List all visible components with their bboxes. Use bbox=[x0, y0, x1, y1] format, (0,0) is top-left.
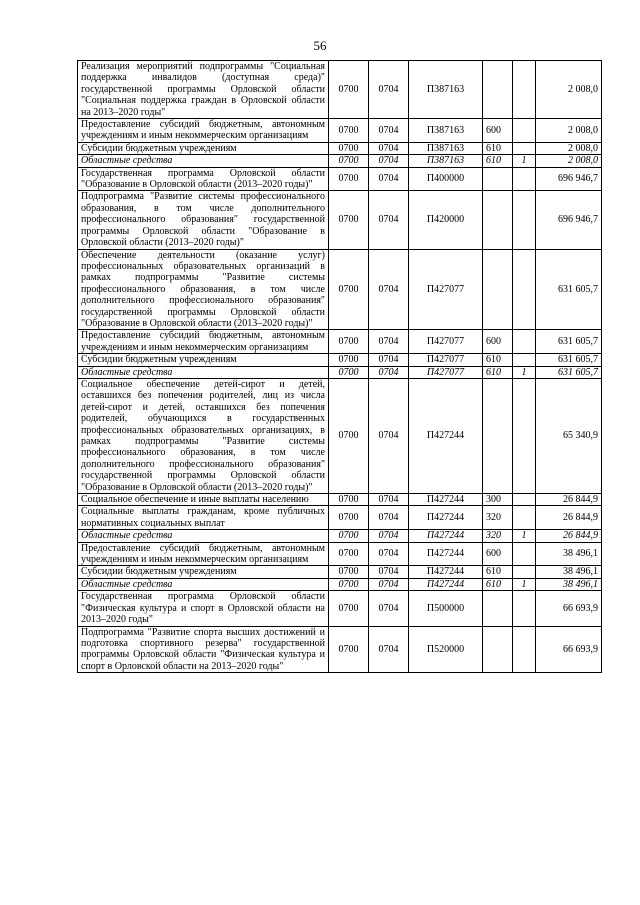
funding-source-cell bbox=[513, 167, 536, 191]
funding-source-cell: 1 bbox=[513, 530, 536, 542]
description-cell: Социальное обеспечение и иные выплаты населению bbox=[78, 494, 329, 506]
expense-type-cell bbox=[483, 378, 513, 493]
funding-source-cell: 1 bbox=[513, 155, 536, 167]
target-article-cell: П427077 bbox=[409, 249, 483, 330]
section-code-cell: 0700 bbox=[329, 142, 369, 154]
description-cell: Предоставление субсидий бюджетным, автономным учреждениям и иным некоммерческим организациям bbox=[78, 330, 329, 354]
amount-cell: 38 496,1 bbox=[536, 578, 602, 590]
table-row bbox=[78, 366, 602, 378]
funding-source-cell bbox=[513, 354, 536, 366]
table-row bbox=[78, 506, 602, 530]
amount-cell: 696 946,7 bbox=[536, 191, 602, 249]
section-code-cell: 0700 bbox=[329, 330, 369, 354]
subsection-code-cell: 0704 bbox=[369, 61, 409, 119]
table-row bbox=[78, 191, 602, 249]
subsection-code-cell: 0704 bbox=[369, 591, 409, 626]
expense-type-cell: 610 bbox=[483, 578, 513, 590]
target-article-cell: П387163 bbox=[409, 155, 483, 167]
subsection-code-cell: 0704 bbox=[369, 506, 409, 530]
target-article-cell: П427244 bbox=[409, 566, 483, 578]
subsection-code-cell: 0704 bbox=[369, 142, 409, 154]
description-cell: Государственная программа Орловской области "Физическая культура и спорт в Орловской области на 2013–2020 годы" bbox=[78, 591, 329, 626]
target-article-cell: П420000 bbox=[409, 191, 483, 249]
table-row bbox=[78, 142, 602, 154]
amount-cell: 631 605,7 bbox=[536, 249, 602, 330]
table-row bbox=[78, 61, 602, 119]
table-row bbox=[78, 155, 602, 167]
section-code-cell: 0700 bbox=[329, 626, 369, 673]
table-row bbox=[78, 542, 602, 566]
expense-type-cell: 320 bbox=[483, 530, 513, 542]
subsection-code-cell: 0704 bbox=[369, 542, 409, 566]
target-article-cell: П387163 bbox=[409, 142, 483, 154]
target-article-cell: П387163 bbox=[409, 119, 483, 143]
amount-cell: 696 946,7 bbox=[536, 167, 602, 191]
funding-source-cell: 1 bbox=[513, 366, 536, 378]
funding-source-cell bbox=[513, 378, 536, 493]
funding-source-cell bbox=[513, 61, 536, 119]
subsection-code-cell: 0704 bbox=[369, 330, 409, 354]
subsection-code-cell: 0704 bbox=[369, 494, 409, 506]
table-row bbox=[78, 354, 602, 366]
subsection-code-cell: 0704 bbox=[369, 566, 409, 578]
table-row bbox=[78, 578, 602, 590]
expense-type-cell bbox=[483, 591, 513, 626]
amount-cell: 631 605,7 bbox=[536, 354, 602, 366]
funding-source-cell: 1 bbox=[513, 578, 536, 590]
subsection-code-cell: 0704 bbox=[369, 119, 409, 143]
subsection-code-cell: 0704 bbox=[369, 578, 409, 590]
target-article-cell: П387163 bbox=[409, 61, 483, 119]
expense-type-cell: 610 bbox=[483, 354, 513, 366]
funding-source-cell bbox=[513, 494, 536, 506]
table-row bbox=[78, 530, 602, 542]
subsection-code-cell: 0704 bbox=[369, 167, 409, 191]
amount-cell: 26 844,9 bbox=[536, 506, 602, 530]
table-row bbox=[78, 591, 602, 626]
expense-type-cell bbox=[483, 249, 513, 330]
expense-type-cell: 320 bbox=[483, 506, 513, 530]
expense-type-cell: 610 bbox=[483, 566, 513, 578]
section-code-cell: 0700 bbox=[329, 591, 369, 626]
expense-type-cell: 600 bbox=[483, 330, 513, 354]
expense-type-cell: 600 bbox=[483, 542, 513, 566]
funding-source-cell bbox=[513, 542, 536, 566]
table-row bbox=[78, 119, 602, 143]
description-cell: Областные средства bbox=[78, 530, 329, 542]
expense-type-cell bbox=[483, 61, 513, 119]
funding-source-cell bbox=[513, 191, 536, 249]
target-article-cell: П520000 bbox=[409, 626, 483, 673]
funding-source-cell bbox=[513, 249, 536, 330]
description-cell: Реализация мероприятий подпрограммы "Социальная поддержка инвалидов (доступная среда)" государственной программы Орловской области "Социальная поддержка граждан в Орловской области на 2013–2020 годы" bbox=[78, 61, 329, 119]
target-article-cell: П427244 bbox=[409, 578, 483, 590]
description-cell: Субсидии бюджетным учреждениям bbox=[78, 566, 329, 578]
section-code-cell: 0700 bbox=[329, 378, 369, 493]
section-code-cell: 0700 bbox=[329, 191, 369, 249]
description-cell: Подпрограмма "Развитие спорта высших достижений и подготовка спортивного резерва" государственной программы Орловской области "Физическая культура и спорт в Орловской области на 2013–2020 годы" bbox=[78, 626, 329, 673]
table-row bbox=[78, 378, 602, 493]
section-code-cell: 0700 bbox=[329, 566, 369, 578]
expense-type-cell: 610 bbox=[483, 155, 513, 167]
description-cell: Социальные выплаты гражданам, кроме публичных нормативных социальных выплат bbox=[78, 506, 329, 530]
description-cell: Социальное обеспечение детей-сирот и детей, оставшихся без попечения родителей, лиц из числа детей-сирот и детей, оставшихся без попечения родителей, обучающихся в государственных профессиональных образовательных организациях, в рамках подпрограммы "Развитие системы профессионального образования, в том числе дополнительного профессионального образования" государственной программы Орловской области "Образование в Орловской области (2013–2020 годы)" bbox=[78, 378, 329, 493]
description-cell: Предоставление субсидий бюджетным, автономным учреждениям и иным некоммерческим организациям bbox=[78, 542, 329, 566]
description-cell: Субсидии бюджетным учреждениям bbox=[78, 142, 329, 154]
budget-table bbox=[77, 60, 602, 673]
target-article-cell: П500000 bbox=[409, 591, 483, 626]
amount-cell: 631 605,7 bbox=[536, 366, 602, 378]
section-code-cell: 0700 bbox=[329, 167, 369, 191]
section-code-cell: 0700 bbox=[329, 366, 369, 378]
description-cell: Субсидии бюджетным учреждениям bbox=[78, 354, 329, 366]
description-cell: Областные средства bbox=[78, 578, 329, 590]
subsection-code-cell: 0704 bbox=[369, 366, 409, 378]
target-article-cell: П427244 bbox=[409, 530, 483, 542]
amount-cell: 66 693,9 bbox=[536, 626, 602, 673]
subsection-code-cell: 0704 bbox=[369, 530, 409, 542]
funding-source-cell bbox=[513, 119, 536, 143]
expense-type-cell bbox=[483, 191, 513, 249]
expense-type-cell: 300 bbox=[483, 494, 513, 506]
funding-source-cell bbox=[513, 591, 536, 626]
description-cell: Областные средства bbox=[78, 155, 329, 167]
table-row bbox=[78, 566, 602, 578]
amount-cell: 26 844,9 bbox=[536, 494, 602, 506]
amount-cell: 66 693,9 bbox=[536, 591, 602, 626]
target-article-cell: П427244 bbox=[409, 494, 483, 506]
amount-cell: 26 844,9 bbox=[536, 530, 602, 542]
funding-source-cell bbox=[513, 142, 536, 154]
funding-source-cell bbox=[513, 506, 536, 530]
subsection-code-cell: 0704 bbox=[369, 155, 409, 167]
funding-source-cell bbox=[513, 626, 536, 673]
target-article-cell: П427244 bbox=[409, 378, 483, 493]
funding-source-cell bbox=[513, 330, 536, 354]
table-row bbox=[78, 249, 602, 330]
subsection-code-cell: 0704 bbox=[369, 626, 409, 673]
section-code-cell: 0700 bbox=[329, 119, 369, 143]
section-code-cell: 0700 bbox=[329, 494, 369, 506]
section-code-cell: 0700 bbox=[329, 249, 369, 330]
description-cell: Государственная программа Орловской области "Образование в Орловской области (2013–2020 годы)" bbox=[78, 167, 329, 191]
target-article-cell: П427244 bbox=[409, 506, 483, 530]
section-code-cell: 0700 bbox=[329, 155, 369, 167]
amount-cell: 2 008,0 bbox=[536, 155, 602, 167]
budget-table-body bbox=[78, 61, 602, 673]
section-code-cell: 0700 bbox=[329, 354, 369, 366]
expense-type-cell: 600 bbox=[483, 119, 513, 143]
target-article-cell: П427244 bbox=[409, 542, 483, 566]
expense-type-cell: 610 bbox=[483, 366, 513, 378]
section-code-cell: 0700 bbox=[329, 506, 369, 530]
expense-type-cell bbox=[483, 167, 513, 191]
amount-cell: 38 496,1 bbox=[536, 542, 602, 566]
target-article-cell: П400000 bbox=[409, 167, 483, 191]
subsection-code-cell: 0704 bbox=[369, 249, 409, 330]
table-row bbox=[78, 494, 602, 506]
amount-cell: 2 008,0 bbox=[536, 142, 602, 154]
subsection-code-cell: 0704 bbox=[369, 191, 409, 249]
amount-cell: 65 340,9 bbox=[536, 378, 602, 493]
subsection-code-cell: 0704 bbox=[369, 378, 409, 493]
page-number: 56 bbox=[313, 38, 327, 53]
expense-type-cell: 610 bbox=[483, 142, 513, 154]
section-code-cell: 0700 bbox=[329, 578, 369, 590]
description-cell: Подпрограмма "Развитие системы профессионального образования, в том числе дополнительного профессионального образования" государственной программы Орловской области "Образование в Орловской области (2013–2020 годы)" bbox=[78, 191, 329, 249]
target-article-cell: П427077 bbox=[409, 330, 483, 354]
table-row bbox=[78, 626, 602, 673]
subsection-code-cell: 0704 bbox=[369, 354, 409, 366]
amount-cell: 2 008,0 bbox=[536, 61, 602, 119]
table-row bbox=[78, 330, 602, 354]
section-code-cell: 0700 bbox=[329, 530, 369, 542]
description-cell: Обеспечение деятельности (оказание услуг) профессиональных образовательных организаций в рамках подпрограммы "Развитие системы профессионального образования, в том числе дополнительного профессионального образования" государственной программы Орловской области "Образование в Орловской области (2013–2020 годы)" bbox=[78, 249, 329, 330]
section-code-cell: 0700 bbox=[329, 542, 369, 566]
amount-cell: 2 008,0 bbox=[536, 119, 602, 143]
section-code-cell: 0700 bbox=[329, 61, 369, 119]
description-cell: Областные средства bbox=[78, 366, 329, 378]
amount-cell: 631 605,7 bbox=[536, 330, 602, 354]
amount-cell: 38 496,1 bbox=[536, 566, 602, 578]
expense-type-cell bbox=[483, 626, 513, 673]
target-article-cell: П427077 bbox=[409, 366, 483, 378]
table-row bbox=[78, 167, 602, 191]
target-article-cell: П427077 bbox=[409, 354, 483, 366]
funding-source-cell bbox=[513, 566, 536, 578]
description-cell: Предоставление субсидий бюджетным, автономным учреждениям и иным некоммерческим организациям bbox=[78, 119, 329, 143]
